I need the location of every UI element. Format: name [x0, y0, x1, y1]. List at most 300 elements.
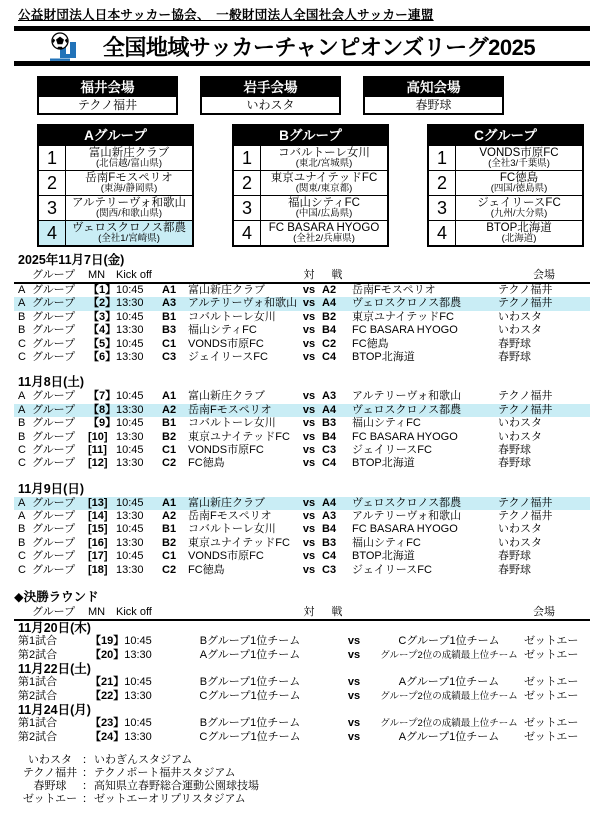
away-team-code: B4 — [322, 324, 337, 337]
team-region: (北海道) — [501, 233, 537, 244]
finals-mn-time — [78, 690, 166, 704]
team-seed-number: 3 — [429, 196, 456, 220]
group-team-row — [429, 195, 582, 220]
finals-venue: ゼットエー — [524, 635, 579, 648]
match-row — [14, 284, 590, 297]
away-team-code: C3 — [322, 563, 337, 576]
vs-label: vs — [347, 635, 361, 648]
match-number: [11] — [88, 443, 107, 456]
finals-match-label: 第2試合 — [18, 648, 58, 661]
vs-label: vs — [302, 510, 316, 523]
finals-away-team: Aグループ1位チーム — [398, 730, 500, 743]
kickoff-time: 10:45 — [116, 443, 144, 456]
team-name: 福山シティFC — [288, 197, 360, 209]
team-seed-number: 1 — [234, 146, 261, 170]
match-group-word: グループ — [32, 417, 76, 430]
match-row — [14, 550, 590, 563]
team-cell — [456, 146, 582, 170]
match-group-letter: C — [18, 550, 26, 563]
away-team-code: B4 — [322, 430, 337, 443]
away-team-name: FC徳島 — [352, 337, 389, 350]
away-team-name: 福山シティFC — [352, 536, 421, 549]
home-team-code: B1 — [162, 523, 177, 536]
home-team-code: C2 — [162, 563, 177, 576]
away-team-code: A2 — [322, 284, 337, 296]
match-number: [17] — [88, 550, 108, 563]
venue-name: 岩手会場 — [202, 78, 339, 97]
match-group-letter: C — [18, 350, 26, 363]
venue-full-name: 高知県立春野総合運動公園球技場 — [94, 780, 259, 793]
venue-box — [363, 76, 504, 115]
team-seed-number: 4 — [429, 221, 456, 245]
finals-match-row — [14, 649, 590, 663]
vs-label: vs — [302, 496, 316, 509]
match-number: 【7】 — [88, 390, 117, 403]
group-table — [427, 124, 584, 247]
finals-mn-time — [78, 649, 166, 663]
col-venue: 会場 — [533, 606, 555, 619]
home-team-code: C1 — [162, 443, 177, 456]
home-team-name: 富山新庄クラブ — [188, 496, 265, 509]
group-table-title: Aグループ — [39, 126, 192, 145]
home-team-name: VONDS市原FC — [188, 443, 264, 456]
team-region: (東北/宮城県) — [295, 158, 353, 169]
team-seed-number: 1 — [39, 146, 66, 170]
team-region: (九州/大分県) — [490, 208, 548, 219]
title-banner — [14, 26, 590, 66]
match-date: 2025年11月7日(金) — [18, 253, 125, 267]
team-seed-number: 2 — [234, 171, 261, 195]
kickoff-time: 13:30 — [116, 536, 144, 549]
vs-label: vs — [302, 550, 316, 563]
match-date: 11月9日(日) — [18, 481, 84, 496]
col-mn: MN — [88, 269, 106, 281]
finals-away-team: グループ2位の成績最上位チーム — [380, 718, 518, 730]
finals-mn-time — [78, 676, 166, 690]
match-venue: いわスタ — [498, 523, 542, 536]
schedule-column-header — [14, 605, 590, 621]
match-venue: いわスタ — [498, 310, 542, 323]
away-team-name: ヴェロスクロノス都農 — [352, 297, 462, 310]
venue-abbreviation: 春野球 — [33, 780, 67, 793]
group-team-row — [234, 145, 387, 170]
away-team-code: C4 — [322, 350, 337, 363]
col-mn: MN — [88, 606, 106, 619]
away-team-code: A3 — [322, 510, 337, 523]
kickoff-time: 10:45 — [116, 310, 144, 323]
match-group-letter: A — [18, 297, 26, 310]
finals-match-label: 第1試合 — [18, 717, 58, 730]
match-group-letter: B — [18, 536, 26, 549]
away-team-code: B4 — [322, 523, 337, 536]
finals-match-label: 第2試合 — [18, 730, 58, 743]
team-name: アルテリーヴォ和歌山 — [71, 197, 187, 209]
venue-row — [37, 76, 590, 115]
team-name: コバルトーレ女川 — [278, 147, 370, 159]
legend-colon: ： — [82, 793, 93, 806]
match-number: 【8】 — [88, 403, 117, 416]
match-group-letter: A — [18, 390, 26, 403]
match-row — [14, 311, 590, 324]
vs-label: vs — [302, 297, 316, 310]
venue-abbreviation: いわスタ — [28, 754, 72, 767]
away-team-code: C4 — [322, 550, 337, 563]
finals-match-row — [14, 731, 590, 745]
match-venue: テクノ福井 — [498, 284, 553, 296]
match-number: [12] — [88, 457, 108, 470]
kickoff-time: 13:30 — [116, 403, 144, 416]
team-cell — [66, 171, 192, 195]
vs-label: vs — [302, 457, 316, 470]
match-number: [10] — [88, 430, 108, 443]
col-group: グループ — [32, 606, 76, 619]
match-number: 【5】 — [88, 337, 117, 350]
kickoff-time: 13:30 — [116, 563, 144, 576]
match-row — [14, 497, 590, 510]
match-venue: テクノ福井 — [498, 403, 553, 416]
away-team-name: 東京ユナイテッドFC — [352, 310, 454, 323]
team-seed-number: 4 — [39, 221, 66, 245]
venue-abbreviation: ゼットエー — [22, 793, 78, 806]
venue-stadium: 春野球 — [415, 98, 452, 112]
day-rows — [14, 284, 590, 364]
finals-home-team: Aグループ1位チーム — [199, 648, 301, 661]
finals-kickoff-time: 13:30 — [124, 730, 152, 743]
home-team-name: 富山新庄クラブ — [188, 284, 265, 296]
match-group-word: グループ — [32, 284, 76, 296]
finals-kickoff-time: 13:30 — [124, 689, 152, 702]
away-team-code: A3 — [322, 390, 337, 403]
match-group-word: グループ — [32, 550, 76, 563]
vs-label: vs — [302, 324, 316, 337]
match-group-letter: B — [18, 430, 26, 443]
match-number: [15] — [88, 523, 108, 536]
group-team-row — [39, 170, 192, 195]
fday-rows — [14, 676, 590, 703]
away-team-code: B3 — [322, 536, 337, 549]
soccer-ball-logo — [48, 32, 80, 67]
vs-label: vs — [302, 523, 316, 536]
kickoff-time: 13:30 — [116, 457, 144, 470]
team-cell — [456, 221, 582, 245]
team-cell — [261, 146, 387, 170]
match-group-letter: A — [18, 284, 26, 296]
match-venue: いわスタ — [498, 430, 542, 443]
venue-name: 福井会場 — [39, 78, 176, 97]
team-seed-number: 4 — [234, 221, 261, 245]
vs-label: vs — [302, 443, 316, 456]
finals-venue: ゼットエー — [524, 717, 579, 730]
match-group-word: グループ — [32, 390, 76, 403]
match-row — [14, 404, 590, 417]
team-name: BTOP北海道 — [486, 222, 552, 234]
kickoff-time: 13:30 — [116, 350, 144, 363]
away-team-code: A4 — [322, 403, 337, 416]
team-seed-number: 1 — [429, 146, 456, 170]
team-cell — [456, 171, 582, 195]
away-team-code: C2 — [322, 337, 337, 350]
match-row — [14, 444, 590, 457]
match-group-word: グループ — [32, 350, 76, 363]
match-number: 【3】 — [88, 310, 117, 323]
groups-row — [37, 124, 590, 247]
finals-match-label: 第2試合 — [18, 689, 58, 702]
home-team-name: 岳南Fモスペリオ — [188, 510, 272, 523]
match-group-word: グループ — [32, 297, 76, 310]
group-table — [232, 124, 389, 247]
finals-date: 11月20日(木) — [18, 621, 91, 636]
match-group-word: グループ — [32, 457, 76, 470]
match-day-block — [14, 375, 590, 470]
team-name: FC BASARA HYOGO — [268, 222, 380, 234]
away-team-name: BTOP北海道 — [352, 550, 415, 563]
team-seed-number: 3 — [234, 196, 261, 220]
team-region: (全社1/宮崎県) — [98, 233, 160, 244]
match-number: 【1】 — [88, 284, 117, 296]
group-team-row — [39, 220, 192, 245]
vs-label: vs — [347, 648, 361, 661]
match-number: 【9】 — [88, 417, 117, 430]
match-group-letter: B — [18, 523, 26, 536]
col-kickoff: Kick off — [116, 606, 152, 619]
venue-full-name: ゼットエーオリプリスタジアム — [94, 793, 246, 806]
group-team-row — [234, 195, 387, 220]
match-venue: 春野球 — [498, 350, 531, 363]
match-number: [13] — [88, 496, 108, 509]
match-venue: いわスタ — [498, 417, 542, 430]
vs-label: vs — [302, 430, 316, 443]
away-team-code: C4 — [322, 457, 337, 470]
away-team-name: 岳南Fモスペリオ — [352, 284, 436, 296]
home-team-code: C1 — [162, 337, 177, 350]
kickoff-time: 10:45 — [116, 337, 144, 350]
match-number: 【4】 — [88, 324, 117, 337]
vs-label: vs — [302, 284, 316, 296]
match-row — [14, 431, 590, 444]
legend-row — [14, 767, 590, 780]
group-stage-days — [14, 253, 590, 577]
home-team-code: B3 — [162, 324, 177, 337]
match-venue: テクノ福井 — [498, 390, 553, 403]
vs-label: vs — [302, 403, 316, 416]
home-team-code: B1 — [162, 310, 177, 323]
group-table-title: Bグループ — [234, 126, 387, 145]
team-name: VONDS市原FC — [479, 147, 559, 159]
match-group-letter: C — [18, 443, 26, 456]
home-team-name: ジェイリースFC — [188, 350, 268, 363]
kickoff-time: 13:30 — [116, 510, 144, 523]
match-venue: 春野球 — [498, 457, 531, 470]
col-tai: 対 — [303, 269, 315, 281]
team-region: (関東/東京都) — [295, 183, 353, 194]
team-region: (北信越/富山県) — [96, 158, 162, 169]
match-group-word: グループ — [32, 443, 76, 456]
kickoff-time: 10:45 — [116, 390, 144, 403]
finals-home-team: Bグループ1位チーム — [199, 635, 301, 648]
away-team-name: ヴェロスクロノス都農 — [352, 403, 462, 416]
match-row — [14, 338, 590, 351]
home-team-code: B2 — [162, 430, 177, 443]
away-team-code: B3 — [322, 417, 337, 430]
legend-colon: ： — [82, 767, 93, 780]
col-tai: 対 — [303, 606, 315, 619]
away-team-name: BTOP北海道 — [352, 350, 415, 363]
finals-venue: ゼットエー — [524, 648, 579, 661]
home-team-name: 福山シティFC — [188, 324, 257, 337]
venue-stadium: いわスタ — [246, 98, 295, 112]
finals-kickoff-time: 10:45 — [124, 635, 152, 648]
match-row — [14, 390, 590, 403]
away-team-name: FC BASARA HYOGO — [352, 430, 458, 443]
match-group-word: グループ — [32, 496, 76, 509]
home-team-name: 岳南Fモスペリオ — [188, 403, 272, 416]
home-team-code: A2 — [162, 510, 177, 523]
finals-away-team: Cグループ1位チーム — [398, 635, 500, 648]
away-team-code: B2 — [322, 310, 337, 323]
home-team-name: 東京ユナイテッドFC — [188, 430, 290, 443]
match-group-letter: A — [18, 496, 26, 509]
finals-match-label: 第1試合 — [18, 635, 58, 648]
match-venue: テクノ福井 — [498, 496, 553, 509]
home-team-name: コバルトーレ女川 — [188, 523, 276, 536]
match-group-letter: B — [18, 324, 26, 337]
match-group-letter: C — [18, 563, 26, 576]
finals-title: ◆決勝ラウンド — [14, 590, 99, 605]
match-venue: テクノ福井 — [498, 510, 553, 523]
finals-home-team: Cグループ1位チーム — [199, 730, 301, 743]
finals-day-block — [14, 621, 590, 662]
legend-row — [14, 793, 590, 806]
finals-section — [14, 590, 590, 744]
match-group-word: グループ — [32, 523, 76, 536]
away-team-name: BTOP北海道 — [352, 457, 415, 470]
home-team-name: コバルトーレ女川 — [188, 417, 276, 430]
col-venue: 会場 — [533, 269, 555, 281]
away-team-code: C3 — [322, 443, 337, 456]
organizer-caption: 公益財団法人日本サッカー協会、 一般財団法人全国社会人サッカー連盟 — [18, 8, 434, 22]
home-team-name: FC徳島 — [188, 563, 225, 576]
group-table — [37, 124, 194, 247]
group-table-title: Cグループ — [429, 126, 582, 145]
match-venue: いわスタ — [498, 324, 542, 337]
finals-match-row — [14, 690, 590, 704]
finals-venue: ゼットエー — [524, 676, 579, 689]
away-team-name: ヴェロスクロノス都農 — [352, 496, 462, 509]
match-number: [18] — [88, 563, 108, 576]
venue-full-name: テクノポート福井スタジアム — [94, 767, 236, 780]
group-team-row — [234, 220, 387, 245]
finals-away-team: Aグループ1位チーム — [398, 676, 500, 689]
team-cell — [261, 171, 387, 195]
match-venue: 春野球 — [498, 563, 531, 576]
venue-abbreviation: テクノ福井 — [22, 767, 78, 780]
vs-label: vs — [302, 337, 316, 350]
col-sen: 戦 — [331, 269, 343, 281]
finals-match-label: 第1試合 — [18, 676, 58, 689]
venue-name: 高知会場 — [365, 78, 502, 97]
team-region: (四国/徳島県) — [490, 183, 548, 194]
legend-row — [14, 754, 590, 767]
group-table-body — [39, 145, 192, 245]
home-team-code: A3 — [162, 297, 177, 310]
match-group-word: グループ — [32, 337, 76, 350]
group-team-row — [429, 170, 582, 195]
match-row — [14, 537, 590, 550]
kickoff-time: 10:45 — [116, 417, 144, 430]
team-name: 東京ユナイテッドFC — [270, 172, 378, 184]
vs-label: vs — [347, 717, 361, 730]
match-group-word: グループ — [32, 430, 76, 443]
match-number: 【2】 — [88, 297, 117, 310]
finals-kickoff-time: 13:30 — [124, 648, 152, 661]
vs-label: vs — [302, 563, 316, 576]
match-group-word: グループ — [32, 324, 76, 337]
finals-match-row — [14, 717, 590, 731]
match-row — [14, 564, 590, 577]
col-kickoff: Kick off — [116, 269, 152, 281]
away-team-name: ジェイリースFC — [352, 563, 432, 576]
team-region: (全社3/千葉県) — [488, 158, 550, 169]
home-team-name: 東京ユナイテッドFC — [188, 536, 290, 549]
group-team-row — [429, 220, 582, 245]
finals-mn-time — [78, 731, 166, 745]
legend-row — [14, 780, 590, 793]
group-team-row — [429, 145, 582, 170]
team-cell — [66, 221, 192, 245]
home-team-code: A1 — [162, 496, 177, 509]
finals-kickoff-time: 10:45 — [124, 676, 152, 689]
home-team-code: A1 — [162, 390, 177, 403]
home-team-code: C1 — [162, 550, 177, 563]
finals-away-team: グループ2位の成績最上位チーム — [380, 649, 518, 661]
away-team-name: アルテリーヴォ和歌山 — [352, 390, 462, 403]
vs-label: vs — [302, 350, 316, 363]
team-cell — [66, 146, 192, 170]
match-group-word: グループ — [32, 563, 76, 576]
away-team-name: アルテリーヴォ和歌山 — [352, 510, 462, 523]
match-row — [14, 351, 590, 364]
schedule-column-header — [14, 268, 590, 284]
match-venue: いわスタ — [498, 536, 542, 549]
venue-full-name: いわぎんスタジアム — [94, 754, 193, 767]
team-seed-number: 2 — [429, 171, 456, 195]
kickoff-time: 10:45 — [116, 284, 144, 296]
match-group-word: グループ — [32, 403, 76, 416]
finals-match-row — [14, 635, 590, 649]
vs-label: vs — [347, 689, 361, 702]
away-team-name: FC BASARA HYOGO — [352, 324, 458, 337]
team-cell — [66, 196, 192, 220]
team-name: 富山新庄クラブ — [88, 147, 170, 159]
finals-date: 11月22日(土) — [18, 662, 91, 677]
col-sen: 戦 — [331, 606, 343, 619]
kickoff-time: 13:30 — [116, 324, 144, 337]
finals-away-team: グループ2位の成績最上位チーム — [380, 690, 518, 702]
match-date: 11月8日(土) — [18, 375, 84, 390]
home-team-name: 富山新庄クラブ — [188, 390, 265, 403]
home-team-code: A2 — [162, 403, 177, 416]
match-venue: 春野球 — [498, 337, 531, 350]
home-team-name: アルテリーヴォ和歌山 — [188, 297, 298, 310]
home-team-name: VONDS市原FC — [188, 337, 264, 350]
vs-label: vs — [347, 730, 361, 743]
match-group-letter: A — [18, 403, 26, 416]
match-group-letter: C — [18, 457, 26, 470]
finals-venue: ゼットエー — [524, 689, 579, 702]
finals-home-team: Cグループ1位チーム — [199, 689, 301, 702]
venue-box — [37, 76, 178, 115]
home-team-code: A1 — [162, 284, 177, 296]
